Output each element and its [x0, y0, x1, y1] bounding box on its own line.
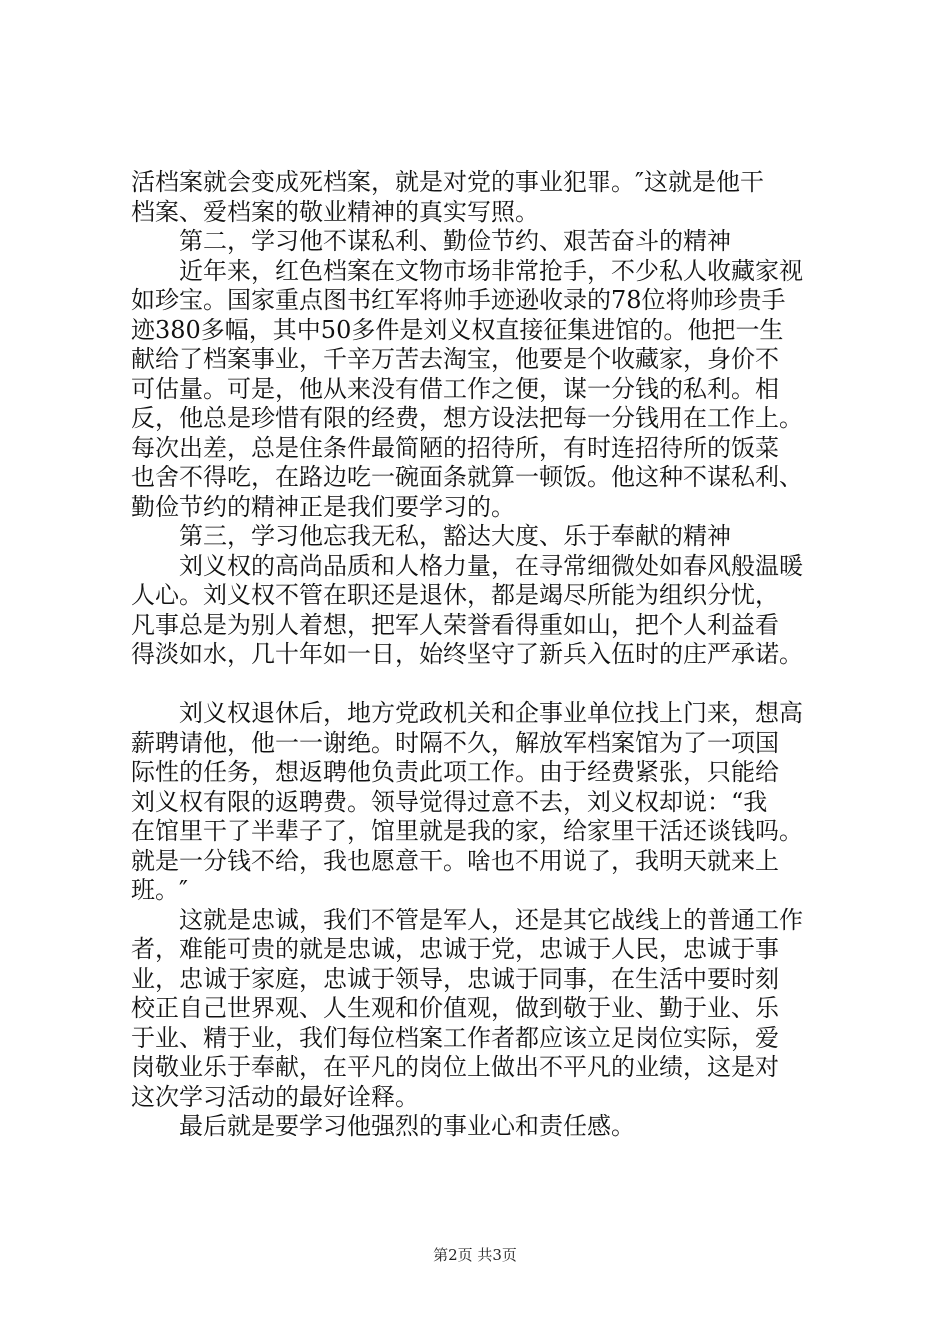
text-line: 这次学习活动的最好诠释。 — [131, 1082, 419, 1111]
text-line: 活档案就会变成死档案，就是对党的事业犯罪。″这就是他干 — [131, 168, 764, 196]
text-line: 薪聘请他，他一一谢绝。时隔不久，解放军档案馆为了一项国 — [131, 728, 779, 757]
text-line: 如珍宝。国家重点图书红军将帅手迹逊收录的78位将帅珍贵手 — [131, 286, 786, 314]
text-line: 校正自己世界观、人生观和价值观，做到敬于业、勤于业、乐 — [131, 994, 779, 1022]
text-line: 迹380多幅，其中50多件是刘义权直接征集进馆的。他把一生 — [131, 315, 784, 344]
text-line: 近年来，红色档案在文物市场非常抢手，不少私人收藏家视 — [179, 256, 803, 285]
text-line: 业，忠诚于家庭，忠诚于领导，忠诚于同事，在生活中要时刻 — [131, 964, 779, 993]
text-line: 者，难能可贵的就是忠诚，忠诚于党，忠诚于人民，忠诚于事 — [131, 935, 779, 963]
text-line: 刘义权有限的返聘费。领导觉得过意不去，刘义权却说：“我 — [131, 787, 768, 816]
text-line: 就是一分钱不给，我也愿意干。啥也不用说了，我明天就来上 — [131, 846, 779, 875]
text-line: 刘义权的高尚品质和人格力量，在寻常细微处如春风般温暖 — [179, 551, 803, 580]
document-body — [131, 168, 851, 1142]
text-line: 可估量。可是，他从来没有借工作之便，谋一分钱的私利。相 — [131, 374, 779, 403]
text-line: 刘义权退休后，地方党政机关和企事业单位找上门来，想高 — [179, 699, 803, 727]
text-line: 际性的任务，想返聘他负责此项工作。由于经费紧张，只能给 — [131, 758, 779, 786]
page-footer — [0, 1245, 950, 1265]
section-heading-3: 第三，学习他忘我无私，豁达大度、乐于奉献的精神 — [179, 522, 731, 550]
text-line: 得淡如水，几十年如一日，始终坚守了新兵入伍时的庄严承诺。 — [131, 640, 803, 668]
paragraph-gap — [131, 670, 851, 700]
text-line: 班。″ — [131, 876, 188, 904]
section-heading-2: 第二，学习他不谋私利、勤俭节约、艰苦奋斗的精神 — [179, 227, 731, 255]
text-line: 档案、爱档案的敬业精神的真实写照。 — [131, 197, 539, 226]
text-line: 反，他总是珍惜有限的经费，想方设法把每一分钱用在工作上。 — [131, 404, 803, 432]
text-line: 每次出差，总是住条件最简陋的招待所，有时连招待所的饭菜 — [131, 433, 779, 462]
text-line: 在馆里干了半辈子了，馆里就是我的家，给家里干活还谈钱吗。 — [131, 817, 803, 845]
text-line: 勤俭节约的精神正是我们要学习的。 — [131, 492, 515, 521]
closing-line: 最后就是要学习他强烈的事业心和责任感。 — [179, 1112, 635, 1140]
text-line: 这就是忠诚，我们不管是军人，还是其它战线上的普通工作 — [179, 905, 803, 934]
page-number: 第2页 共3页 — [433, 1246, 517, 1264]
text-line: 凡事总是为别人着想，把军人荣誉看得重如山，把个人利益看 — [131, 610, 779, 639]
text-line: 于业、精于业，我们每位档案工作者都应该立足岗位实际，爱 — [131, 1023, 779, 1052]
text-line: 献给了档案事业，千辛万苦去淘宝，他要是个收藏家，身价不 — [131, 345, 779, 373]
text-line: 人心。刘义权不管在职还是退休，都是竭尽所能为组织分忧， — [131, 581, 779, 609]
text-line: 也舍不得吃，在路边吃一碗面条就算一顿饭。他这种不谋私利、 — [131, 463, 803, 491]
text-line: 岗敬业乐于奉献，在平凡的岗位上做出不平凡的业绩，这是对 — [131, 1053, 779, 1081]
